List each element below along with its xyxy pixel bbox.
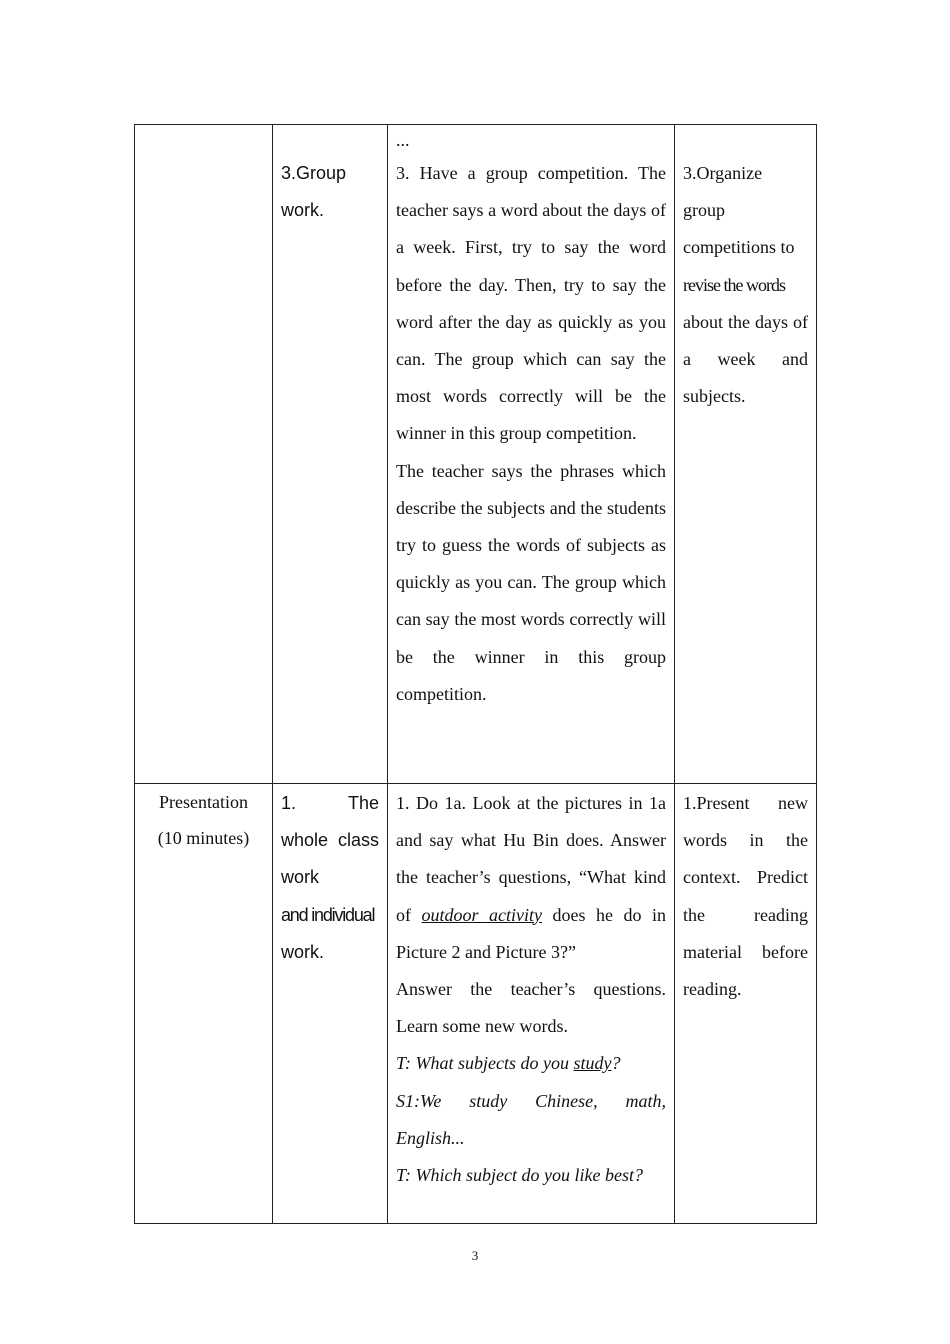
purpose-text: 3.Organize group competitions to: [683, 163, 795, 258]
stage-cell: [135, 125, 273, 784]
mode-text: and individual: [281, 904, 375, 925]
mode-text: work.: [281, 200, 325, 221]
activity-paragraph: [396, 785, 666, 971]
purpose-text: 1.Present new words in the context. Predict the reading material before reading.: [683, 793, 808, 1000]
stage-duration: (10 minutes): [157, 827, 250, 848]
ellipsis-text: ...: [396, 130, 410, 150]
purpose-cell: [675, 784, 817, 1224]
dialog-line: T: Which subject do you like best?: [396, 1165, 643, 1186]
purpose-text: about the days of a week and subjects.: [683, 311, 808, 407]
underlined-word: study: [573, 1053, 612, 1074]
lesson-plan-table: [134, 124, 817, 1224]
table-row: [135, 784, 817, 1224]
activity-text: 1. Do 1a. Look at the pictures in 1a and say what Hu Bin does. Answer the teacher’s questions, “What kind of: [396, 793, 666, 925]
mode-text: work.: [281, 941, 325, 962]
dialog-text: T: What subjects do you: [396, 1053, 574, 1074]
mode-text: 3.Group: [281, 163, 347, 183]
activity-paragraph: 3. Have a group competition. The teacher says a word about the days of a week. First, try to say the word before the day. Then, try to say the word after the day as quickly as you can. The group which can say the most words correctly will be the winner in this group competition.: [396, 163, 666, 444]
activity-cell: [388, 784, 675, 1224]
mode-text: 1. The whole class work: [281, 793, 379, 888]
activity-paragraph: Answer the teacher’s questions. Learn some new words.: [396, 979, 666, 1037]
mode-cell: [273, 784, 388, 1224]
activity-paragraph: The teacher says the phrases which describe the subjects and the students try to guess the words of subjects as quickly as you can. The group which can say the most words correctly will be the winner in this group competition.: [396, 460, 666, 704]
page-number: 3: [471, 1248, 479, 1263]
activity-text: does he do in Picture 2 and Picture 3?”: [396, 904, 666, 962]
stage-name: Presentation: [159, 792, 248, 812]
dialog-text: ?: [611, 1053, 621, 1074]
stage-cell: [135, 784, 273, 1224]
table-row: [135, 125, 817, 784]
dialog-line: S1:We study Chinese, math, English...: [396, 1090, 666, 1148]
purpose-cell: [675, 125, 817, 784]
mode-cell: [273, 125, 388, 784]
dialog-line: [396, 1045, 666, 1082]
underlined-phrase: outdoor activity: [421, 904, 542, 925]
purpose-text: revise the words: [683, 274, 785, 295]
activity-cell: [388, 125, 675, 784]
